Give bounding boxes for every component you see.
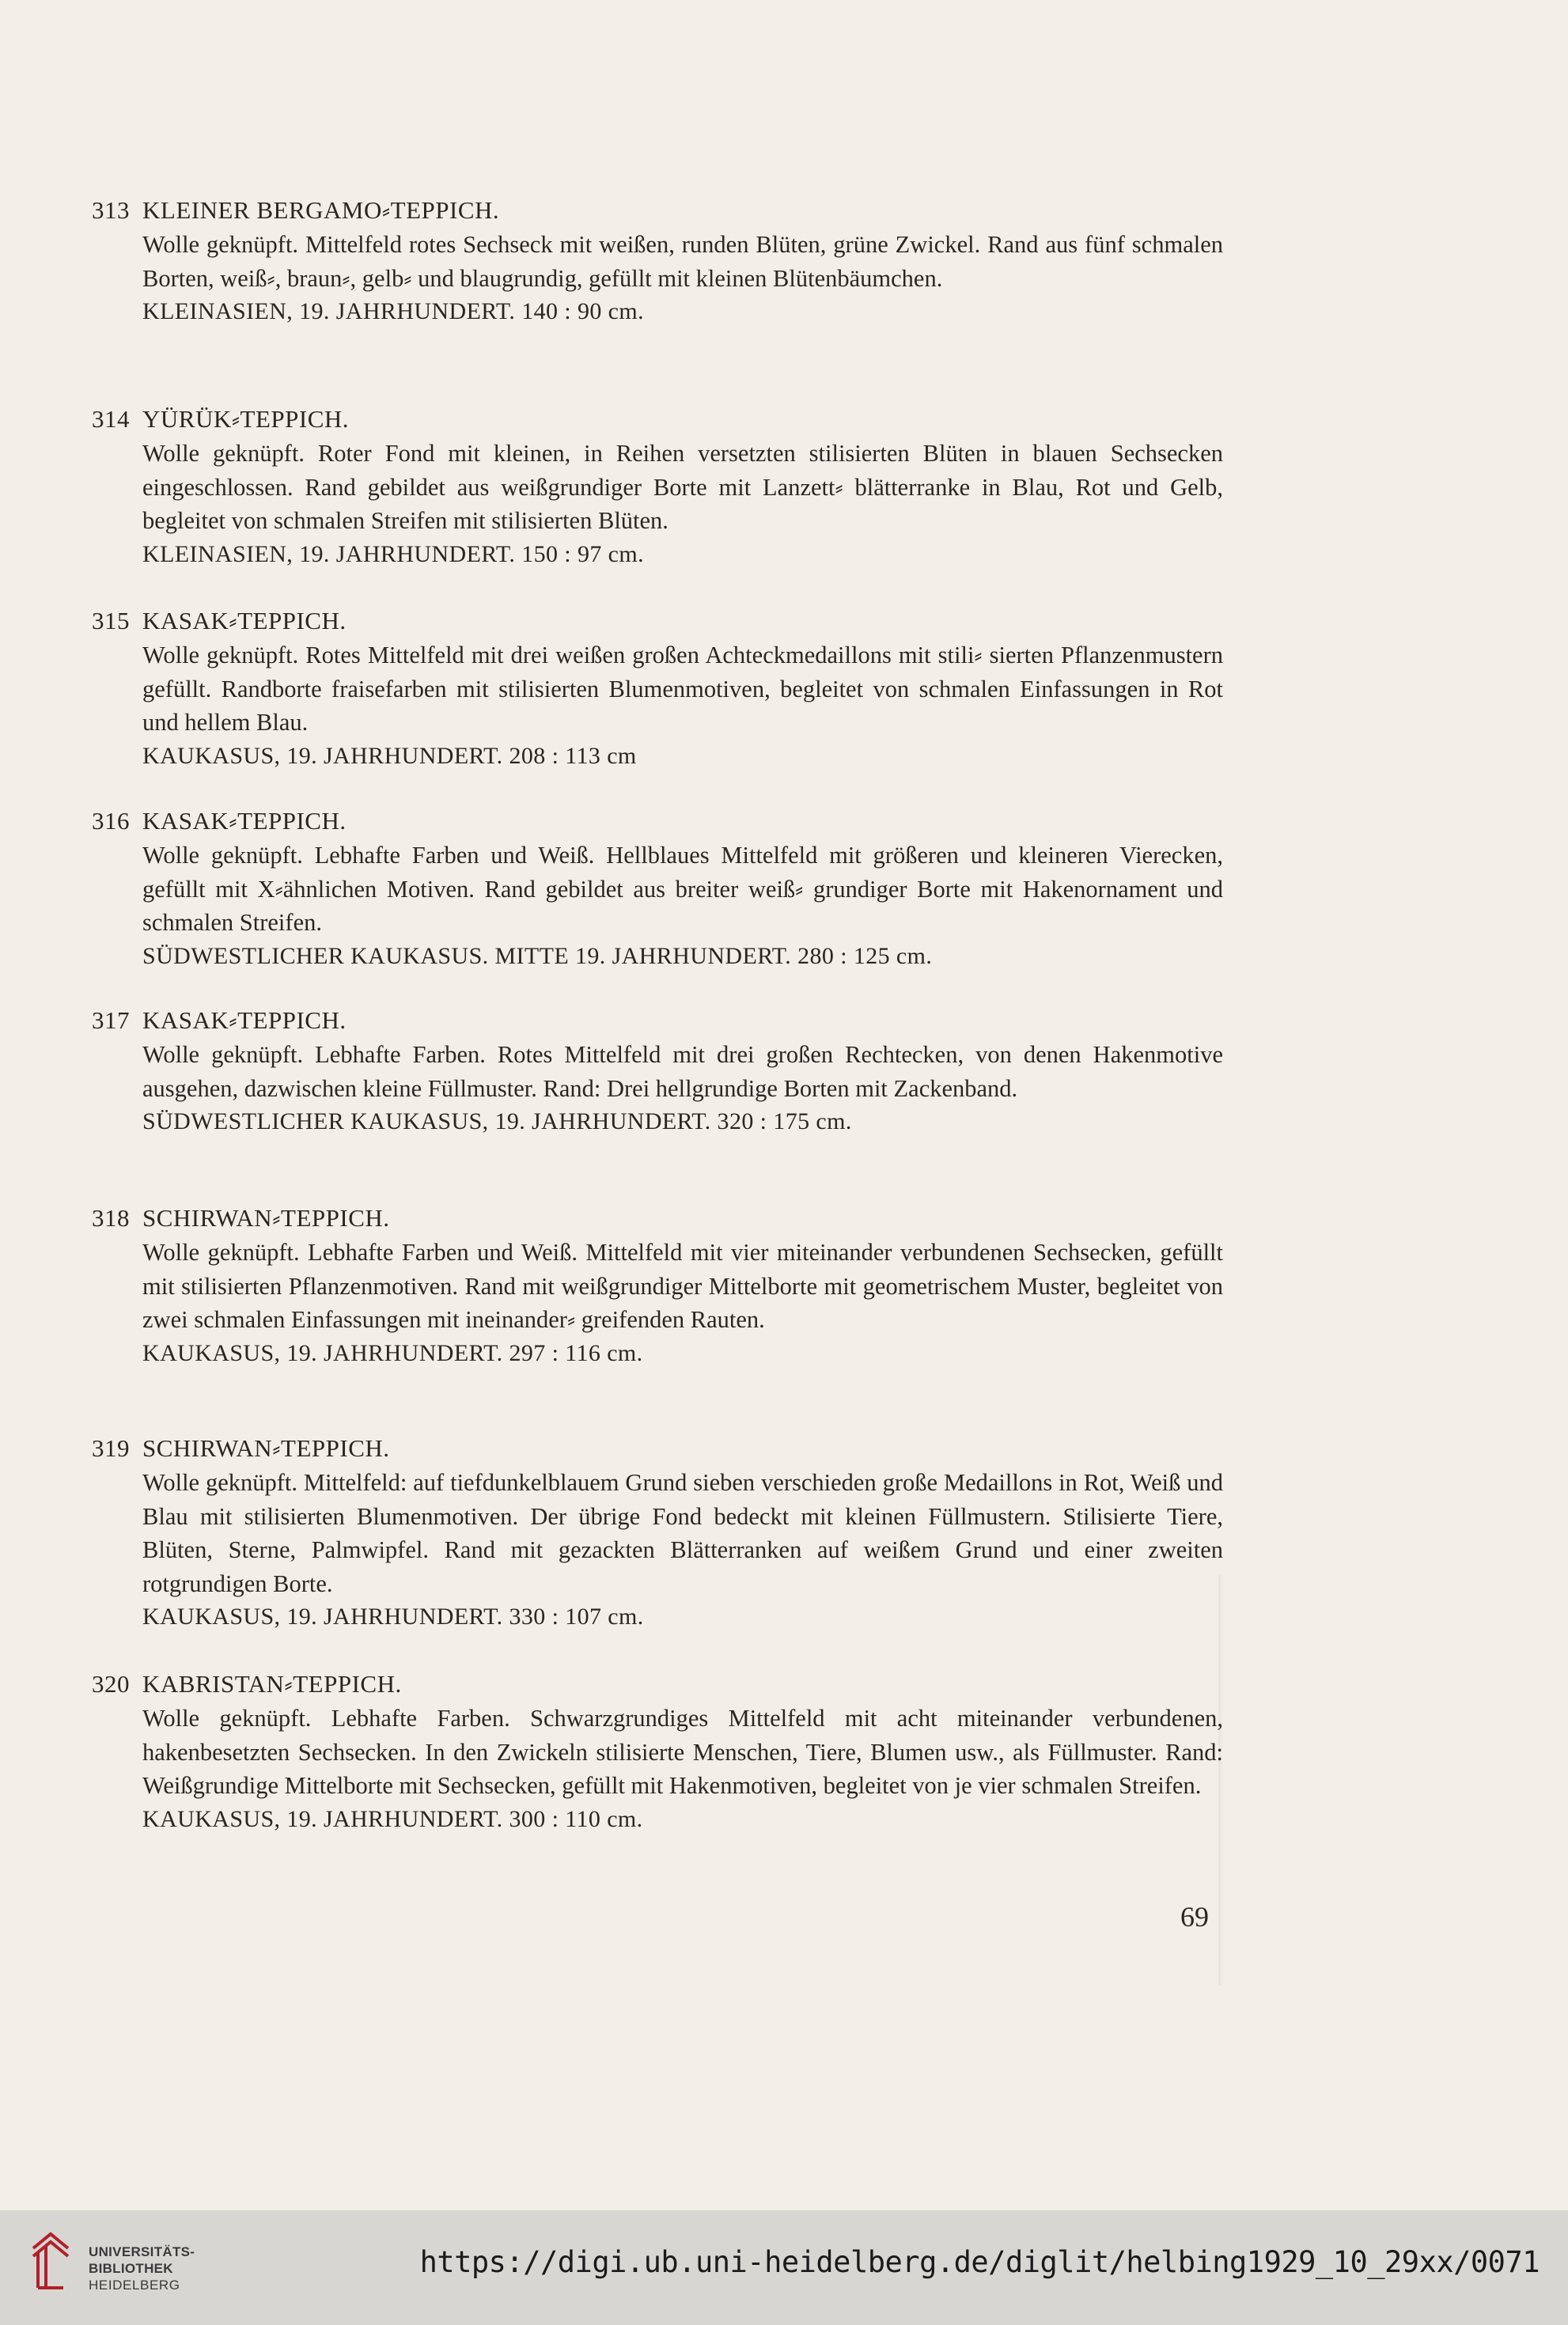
entry-origin: KAUKASUS, 19. JAHRHUNDERT. 300 : 110 cm. [142, 1805, 643, 1832]
entry-title: KABRISTAN⸗TEPPICH. [142, 1670, 402, 1698]
entry-description: Wolle geknüpft. Rotes Mittelfeld mit drei weißen großen Achteckmedaillons mit stili⸗ sierten Pflanzenmustern gefüllt. Randborte fraisefarben mit stilisierten Blumenmotiven, begleitet von schmalen Einfassungen in Rot und hellem Blau. [142, 642, 1223, 736]
entry-description: Wolle geknüpft. Mittelfeld: auf tiefdunkelblauem Grund sieben verschieden große Medaillons in Rot, Weiß und Blau mit stilisierten Blumenmotiven. Der übrige Fond bedeckt mit kleinen Füllmustern. Stilisierte Tiere, Blüten, Sterne, Palmwipfel. Rand mit gezackten Blätterranken auf weißem Grund und einer zweiten rotgrundigen Borte. [142, 1469, 1223, 1597]
entry-title: KASAK⸗TEPPICH. [142, 1006, 347, 1034]
entry-title: KASAK⸗TEPPICH. [142, 607, 347, 634]
entry-origin: KAUKASUS, 19. JAHRHUNDERT. 297 : 116 cm. [142, 1339, 643, 1366]
entry-origin: KAUKASUS, 19. JAHRHUNDERT. 208 : 113 cm [142, 742, 637, 769]
entry-title: SCHIRWAN⸗TEPPICH. [142, 1434, 390, 1462]
entry-description: Wolle geknüpft. Mittelfeld rotes Sechseck mit weißen, runden Blüten, grüne Zwickel. Rand aus fünf schmalen Borten, weiß⸗, braun⸗, gelb⸗ und blaugrundig, gefüllt mit kleinen Blütenbäumchen. [142, 231, 1223, 292]
entry-title: SCHIRWAN⸗TEPPICH. [142, 1204, 390, 1232]
entry-origin: KLEINASIEN, 19. JAHRHUNDERT. 150 : 97 cm. [142, 540, 644, 567]
entry-origin: KLEINASIEN, 19. JAHRHUNDERT. 140 : 90 cm. [142, 298, 644, 324]
entry-heading [92, 804, 1223, 839]
entry-description: Wolle geknüpft. Lebhafte Farben. Schwarzgrundiges Mittelfeld mit acht miteinander verbundenen, hakenbesetzten Sechsecken. In den Zwickeln stilisierte Menschen, Tiere, Blumen usw., als Füllmuster. Rand: Weißgrundige Mittelborte mit Sechsecken, gefüllt mit Hakenmotiven, begleitet von je vier schmalen Streifen. [142, 1705, 1223, 1799]
entry-number: 314 [92, 405, 130, 433]
entry-description: Wolle geknüpft. Roter Fond mit kleinen, in Reihen versetzten stilisierten Blüten in blauen Sechsecken eingeschlossen. Rand gebildet aus weißgrundiger Borte mit Lanzett⸗ blätterranke in Blau, Rot und Gelb, begleitet von schmalen Streifen mit stilisierten Blüten. [142, 440, 1223, 534]
entry-number: 317 [92, 1006, 130, 1034]
entry-number: 318 [92, 1204, 130, 1232]
entry-number: 320 [92, 1670, 130, 1698]
catalog-entry-314 [92, 402, 1223, 571]
entry-heading [92, 1431, 1223, 1466]
catalog-entry-317 [92, 1003, 1223, 1138]
entry-number: 315 [92, 607, 130, 634]
page-number: 69 [1180, 1901, 1209, 1933]
library-name-line1: UNIVERSITÄTS- [89, 2244, 195, 2259]
catalog-entry-319 [92, 1431, 1223, 1634]
permalink-url[interactable]: https://digi.ub.uni-heidelberg.de/diglit/helbing1929_10_29xx/0071 [419, 2245, 1540, 2279]
university-library-logo-icon [27, 2229, 74, 2293]
entry-number: 313 [92, 196, 130, 224]
digitization-footer [0, 2210, 1568, 2325]
catalog-entry-315 [92, 604, 1223, 773]
catalog-entry-313 [92, 193, 1223, 328]
entry-title: KASAK⸗TEPPICH. [142, 807, 347, 835]
entry-title: YÜRÜK⸗TEPPICH. [142, 405, 350, 433]
library-name-line2: BIBLIOTHEK [89, 2261, 173, 2276]
library-name [89, 2244, 195, 2293]
entry-heading [92, 1201, 1223, 1236]
entry-description: Wolle geknüpft. Lebhafte Farben und Weiß. Hellblaues Mittelfeld mit größeren und kleineren Vierecken, gefüllt mit X⸗ähnlichen Motiven. Rand gebildet aus breiter weiß⸗ grundiger Borte mit Hakenornament und schmalen Streifen. [142, 842, 1223, 936]
entry-title: KLEINER BERGAMO⸗TEPPICH. [142, 196, 500, 224]
entry-number: 316 [92, 807, 130, 835]
entry-origin: SÜDWESTLICHER KAUKASUS, 19. JAHRHUNDERT. 320 : 175 cm. [142, 1108, 852, 1134]
entry-origin: KAUKASUS, 19. JAHRHUNDERT. 330 : 107 cm. [142, 1604, 644, 1630]
catalog-entry-318 [92, 1201, 1223, 1370]
entry-heading [92, 1667, 1223, 1702]
library-name-line3: HEIDELBERG [89, 2278, 180, 2293]
entry-number: 319 [92, 1434, 130, 1462]
entry-heading [92, 193, 1223, 228]
entry-heading [92, 1003, 1223, 1038]
catalog-entry-320 [92, 1667, 1223, 1836]
entry-description: Wolle geknüpft. Lebhafte Farben. Rotes Mittelfeld mit drei großen Rechtecken, von denen Hakenmotive ausgehen, dazwischen kleine Füllmuster. Rand: Drei hellgrundige Borten mit Zackenband. [142, 1041, 1223, 1102]
entry-description: Wolle geknüpft. Lebhafte Farben und Weiß. Mittelfeld mit vier miteinander verbundenen Sechsecken, gefüllt mit stilisierten Pflanzenmotiven. Rand mit weißgrundiger Mittelborte mit geometrischem Muster, begleitet von zwei schmalen Einfassungen mit ineinander⸗ greifenden Rauten. [142, 1239, 1223, 1333]
entry-origin: SÜDWESTLICHER KAUKASUS. MITTE 19. JAHRHUNDERT. 280 : 125 cm. [142, 942, 933, 969]
entry-heading [92, 402, 1223, 437]
catalog-entry-316 [92, 804, 1223, 973]
entry-heading [92, 604, 1223, 638]
